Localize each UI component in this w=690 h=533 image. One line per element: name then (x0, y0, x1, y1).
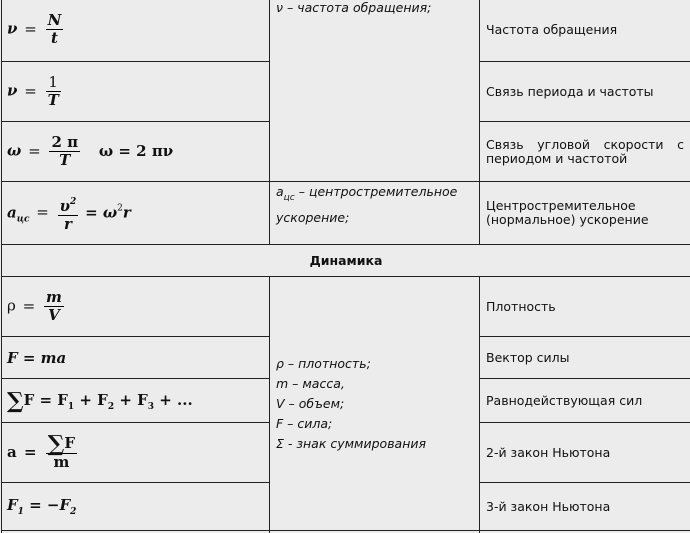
description-line: Σ - знак суммирования (276, 435, 427, 451)
table-row (2, 182, 690, 245)
description-line: m – масса, (276, 375, 345, 391)
description-line: ρ – плотность; (276, 355, 371, 371)
formula-period-frequency: ν = $\frac{1}{T}$ (2, 62, 270, 122)
formula-name: Плотность (480, 277, 690, 337)
formula-name: 3-й закон Ньютона (480, 483, 690, 531)
formula-name: Связь периода и частоты (480, 62, 690, 122)
description-text: $a_{цс}$ – центростремительное ускорение; (276, 184, 458, 225)
formula-name: 2-й закон Ньютона (480, 423, 690, 483)
formula-angular-velocity: ω = $\frac{2 \pi}{T}$ ω = 2 πν (2, 122, 270, 182)
formula-table (1, 0, 690, 533)
formula-name: Вектор силы (480, 337, 690, 379)
formula-newton-second-law: a = $\frac{\sum F}{m}$ (2, 423, 270, 483)
formula-resultant-force: $\sum F = F_1 + F_2 + F_3$ + ... (2, 379, 270, 423)
description-line: F – сила; (276, 415, 333, 431)
formula-centripetal: $a_{цс}$ = $\frac{\upsilon^2}{r}$ = $\omega^2r$ (2, 182, 270, 245)
description-cell (270, 182, 480, 245)
section-title: Динамика (2, 245, 690, 277)
formula-name: Частота обращения (480, 0, 690, 62)
description-cell (270, 0, 480, 182)
formula-name: Центростремительное (нормальное) ускорение (480, 182, 690, 245)
formula-density: ρ = $\frac{m}{V}$ (2, 277, 270, 337)
table-row (2, 0, 690, 62)
formula-newton-third-law: $F_1 = -F_2$ (2, 483, 270, 531)
formula-force-vector: F = ma (2, 337, 270, 379)
section-header-row (2, 245, 690, 277)
formula-frequency: ν = $\frac{N}{t}$ (2, 0, 270, 62)
description-cell (270, 277, 480, 531)
formula-name: Связь угловой скорости с периодом и частотой (480, 122, 690, 182)
description-text: ν – частота обращения; (276, 0, 432, 15)
description-line: V – объем; (276, 395, 345, 411)
formula-name: Равнодействующая сил (480, 379, 690, 423)
table-row (2, 277, 690, 337)
